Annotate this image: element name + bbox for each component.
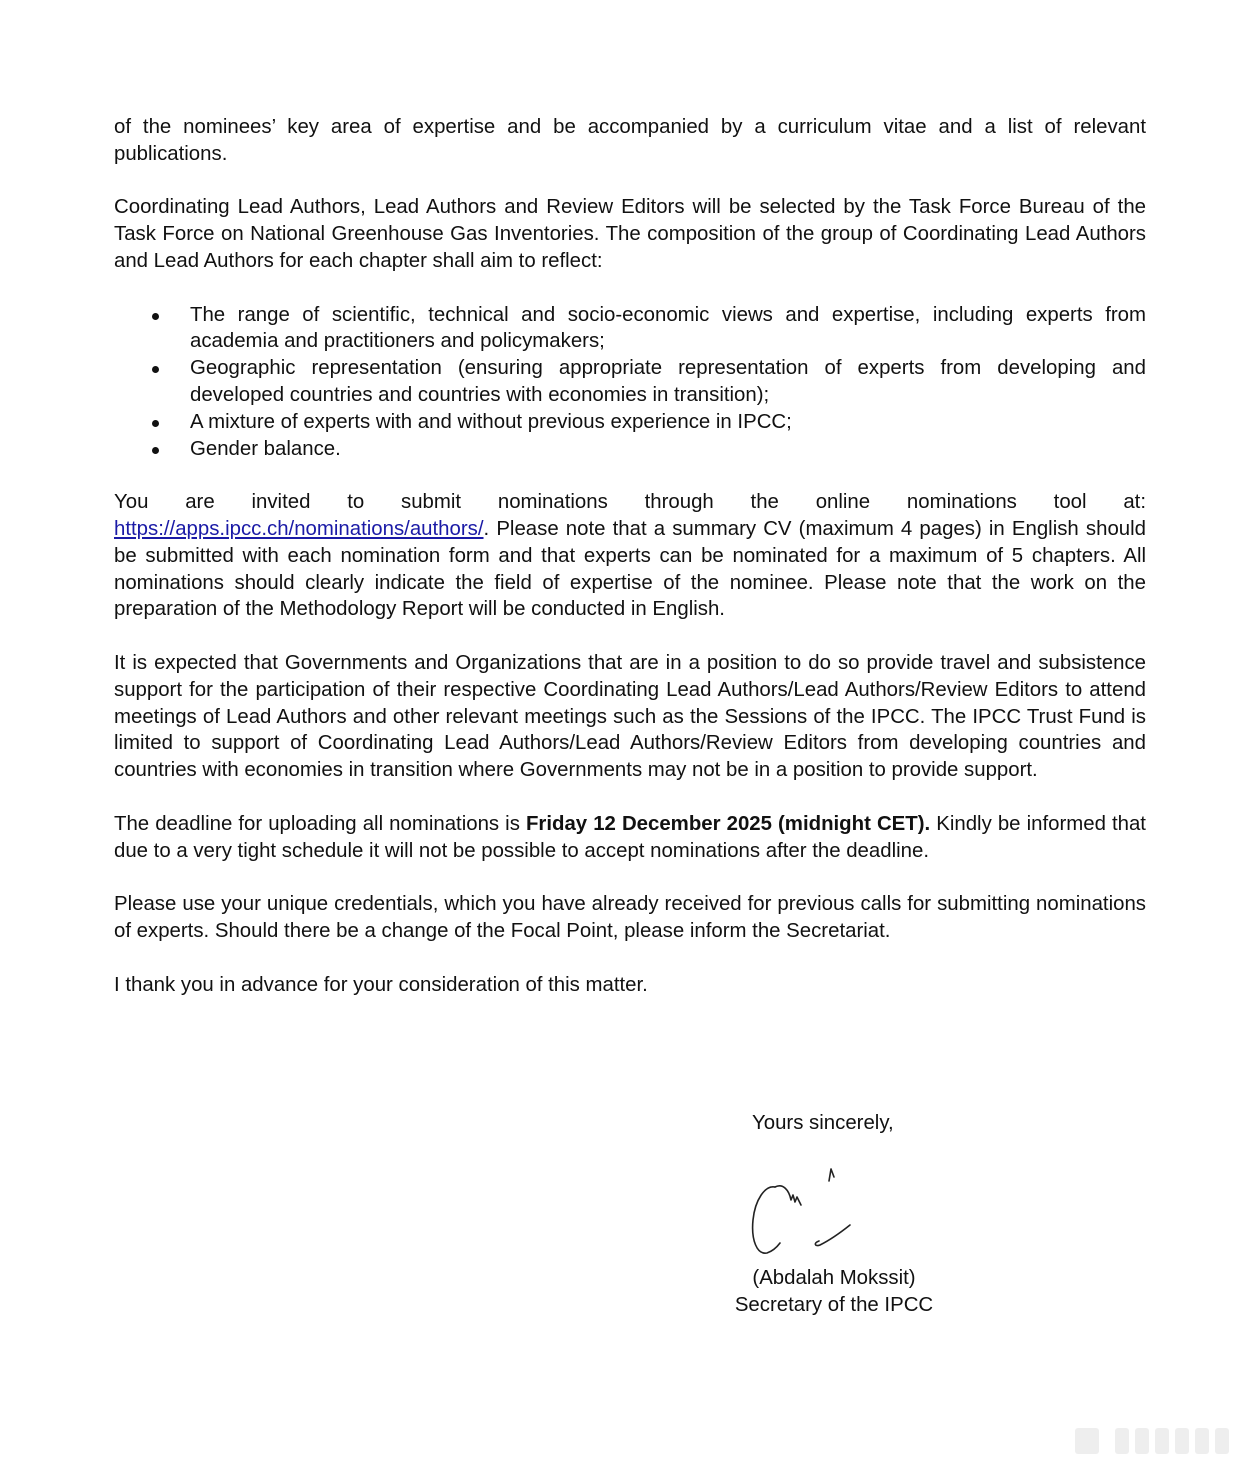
composition-criteria-list [114, 302, 1146, 463]
watermark-glyph [1175, 1428, 1189, 1454]
signatory-name: (Abdalah Mokssit) [752, 1267, 916, 1289]
deadline-intro: The deadline for uploading all nominations is [114, 812, 526, 835]
list-item-text: The range of scientific, technical and socio-economic views and expertise, including experts from academia and practitioners and policymakers; [190, 303, 1146, 353]
bullet-icon [152, 420, 159, 427]
list-item [114, 409, 1146, 436]
closing-salutation: Yours sincerely, [752, 1112, 894, 1134]
watermark [1075, 1428, 1229, 1454]
bullet-icon [152, 366, 159, 373]
paragraph-credentials: Please use your unique credentials, which you have already received for previous calls for submitting nominations of experts. Should there be a change of the Focal Point, please inform the Secretariat. [114, 893, 1146, 942]
paragraph-nomination-instructions [114, 489, 1146, 623]
paragraph-deadline [114, 811, 1146, 865]
nomination-intro-line: You are invited to submit nominations through the online nominations tool at: [114, 491, 1146, 514]
list-item [114, 302, 1146, 356]
paragraph-travel-support: It is expected that Governments and Organizations that are in a position to do so provide travel and subsistence support for the participation of their respective Coordinating Lead Authors/Lead Authors/Review Editors to attend meetings of Lead Authors and other relevant meetings such as the Sessions of the IPCC. The IPCC Trust Fund is limited to support of Coordinating Lead Authors/Lead Authors/Review Editors from developing countries and countries with economies in transition where Governments may not be in a position to provide support. [114, 651, 1146, 782]
nominations-tool-link[interactable]: https://apps.ipcc.ch/nominations/authors/ [114, 517, 484, 540]
watermark-logo-icon [1075, 1428, 1099, 1454]
paragraph-thanks: I thank you in advance for your consideration of this matter. [114, 973, 648, 996]
list-item [114, 436, 1146, 463]
bullet-icon [152, 447, 159, 454]
paragraph-expertise-requirements: of the nominees’ key area of expertise and be accompanied by a curriculum vitae and a list of relevant publications. [114, 116, 1146, 165]
paragraph-selection-process: Coordinating Lead Authors, Lead Authors and Review Editors will be selected by the Task Force Bureau of the Task Force on National Greenhouse Gas Inventories. The composition of the group of Coordinating Lead Authors and Lead Authors for each chapter shall aim to reflect: [114, 196, 1146, 272]
watermark-glyph [1195, 1428, 1209, 1454]
list-item-text: A mixture of experts with and without previous experience in IPCC; [190, 410, 792, 433]
list-item [114, 355, 1146, 409]
letter-body [114, 114, 1146, 1025]
watermark-glyph [1115, 1428, 1129, 1454]
bullet-icon [152, 313, 159, 320]
deadline-note: Kindly be informed that due to a very tight schedule it will not be possible to accept nominations after the deadline. [114, 812, 1146, 862]
signatory-block [700, 1265, 968, 1319]
watermark-glyph [1135, 1428, 1149, 1454]
watermark-glyph [1215, 1428, 1229, 1454]
watermark-glyph [1155, 1428, 1169, 1454]
nomination-details-text: . Please note that a summary CV (maximum 4 pages) in English should be submitted with each nomination form and that experts can be nominated for a maximum of 5 chapters. All nominations should clearly indicate the field of expertise of the nominee. Please note that the work on the preparation of the Methodology Report will be conducted in English. [114, 517, 1146, 621]
list-item-text: Geographic representation (ensuring appropriate representation of experts from developing and developed countries and countries with economies in transition); [190, 357, 1146, 406]
deadline-date: Friday 12 December 2025 (midnight CET). [525, 812, 931, 835]
list-item-text: Gender balance. [190, 437, 341, 460]
signature-icon [745, 1165, 865, 1260]
signatory-title: Secretary of the IPCC [734, 1293, 934, 1316]
